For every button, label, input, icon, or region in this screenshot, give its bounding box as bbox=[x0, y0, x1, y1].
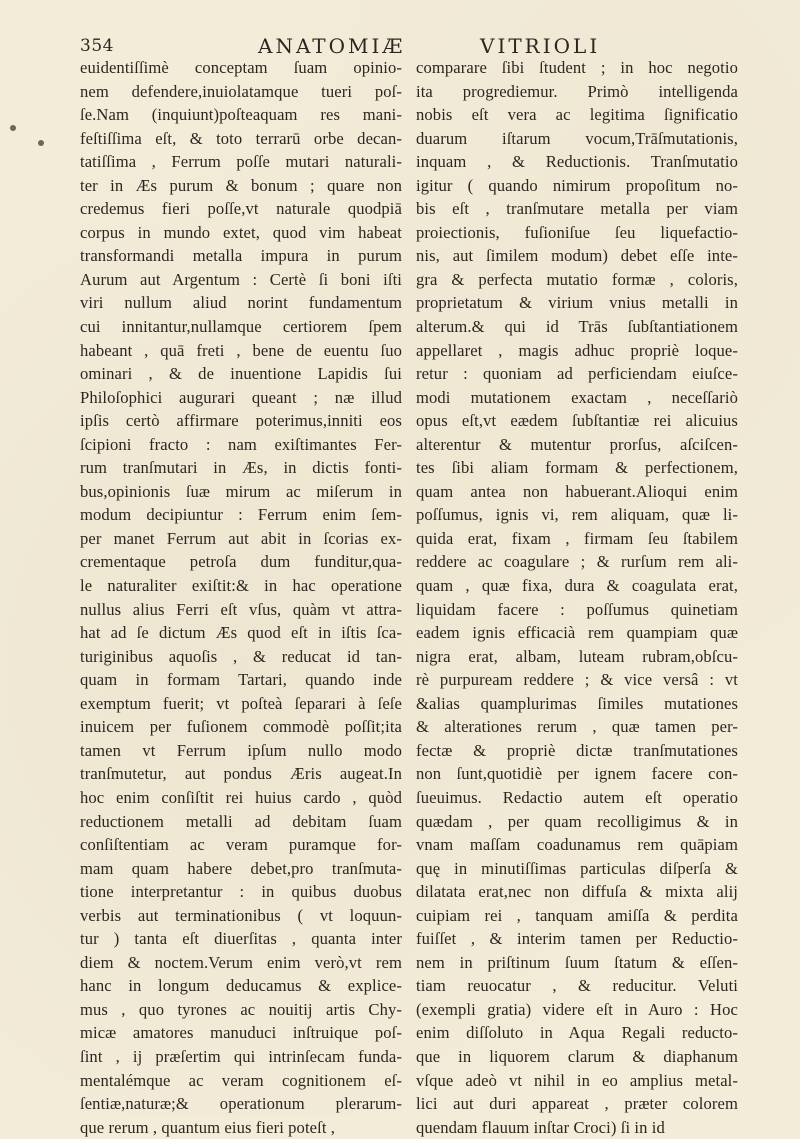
text-line: fuiſſet , & interim tamen per Reductio- bbox=[416, 929, 738, 949]
text-column-right bbox=[416, 56, 738, 1139]
text-line: hoc enim conſiſtit rei huius cardo , quòd bbox=[80, 787, 402, 807]
text-line: nullus alius Ferri eſt vſus, quàm vt attra- bbox=[80, 599, 402, 619]
text-line: mus , quo tyrones ac nouitij artis Chy- bbox=[80, 999, 402, 1019]
text-line: & alterationes rerum , quæ tamen per- bbox=[416, 717, 738, 737]
text-line: comparare ſibi ſtudent ; in hoc negotio bbox=[416, 58, 738, 77]
text-line: turiginibus aquoſis , & reducat id tan- bbox=[80, 646, 402, 666]
text-line: tiam reuocatur , & reducitur. Veluti bbox=[416, 976, 738, 996]
text-line: reddere ac coagulare ; & rurſum rem ali- bbox=[416, 552, 738, 572]
text-line: appellaret , magis adhuc propriè loque- bbox=[416, 340, 738, 360]
text-line: vnam maſſam coadunamus rem quāpiam bbox=[416, 835, 738, 855]
text-line: rè purpuream reddere ; & vice versâ : vt bbox=[416, 670, 738, 690]
text-line: inquam , & Reductionis. Tranſmutatio bbox=[416, 152, 738, 172]
text-line: per manet Ferrum aut abit in ſcorias ex- bbox=[80, 528, 402, 548]
text-line: inuicem per fuſionem commodè poſſit;ita bbox=[80, 717, 402, 737]
text-line: hat ad ſe dictum Æs quod eſt in iſtis ſca- bbox=[80, 623, 402, 643]
text-line: ſint , ij præſertim qui intrinſecam funda- bbox=[80, 1046, 402, 1066]
text-line: feſtiſſima eſt, & toto terrarū orbe decan- bbox=[80, 128, 402, 148]
text-line: corpus in mundo extet, quod vim habeat bbox=[80, 222, 402, 242]
text-line: quendam flauum inſtar Croci) ſi in id bbox=[416, 1117, 665, 1137]
text-line: tamen vt Ferrum ipſum nullo modo bbox=[80, 740, 402, 760]
text-line: ſueuimus. Redactio autem eſt operatio bbox=[416, 787, 738, 807]
text-line: micæ amatores manuduci inſtruique poſ- bbox=[80, 1023, 402, 1043]
text-line: nis, aut ſimilem modum) debet eſſe inte- bbox=[416, 246, 738, 266]
text-line: cui innitantur,nullamque certiorem ſpem bbox=[80, 317, 402, 337]
text-line: lici aut duri appareat , præter colorem bbox=[416, 1094, 738, 1114]
text-line: ſentiæ,naturæ;& operationum plerarum- bbox=[80, 1094, 402, 1114]
text-line: tur ) tanta eſt diuerſitas , quanta inter bbox=[80, 929, 402, 949]
text-line: credemus fieri poſſe,vt naturale quodpiā bbox=[80, 199, 402, 219]
text-line: diem & noctem.Verum enim verò,vt rem bbox=[80, 952, 402, 972]
text-line: non ſunt,quotidiè per ignem facere con- bbox=[416, 764, 738, 784]
text-line: bis eſt , tranſmutare metalla per viam bbox=[416, 199, 738, 219]
text-line: hanc in longum deducamus & explice- bbox=[80, 976, 402, 996]
text-line: mam quam habere debet,pro tranſmuta- bbox=[80, 858, 402, 878]
text-line: ter in Æs purum & bonum ; quare non bbox=[80, 175, 402, 195]
text-line: alterentur & mutentur prorſus, aſciſcen- bbox=[416, 434, 738, 454]
text-line: tatiſſima , Ferrum poſſe mutari naturali- bbox=[80, 152, 402, 172]
text-line: nem in priſtinum ſuum ſtatum & eſſen- bbox=[416, 952, 738, 972]
text-line: mentalémque ac veram cognitionem eſ- bbox=[80, 1070, 402, 1090]
text-line: opus eſt,vt eædem ſubſtantiæ rei alicuius bbox=[416, 411, 738, 431]
text-line: gra & perfecta mutatio formæ , coloris, bbox=[416, 269, 738, 289]
text-line: cuipiam rei , tanquam amiſſa & perdita bbox=[416, 905, 738, 925]
text-line: Aurum aut Argentum : Certè ſi boni iſti bbox=[80, 269, 402, 289]
text-line: exemptum fuerit; vt poſteà ſeparari à ſeſe bbox=[80, 693, 402, 713]
text-line: retur : quoniam ad perficiendam eiuſce- bbox=[416, 364, 738, 384]
text-line: quida erat, fixam , firmam ſeu ſtabilem bbox=[416, 528, 738, 548]
text-line: fectæ & propriè dictæ tranſmutationes bbox=[416, 740, 738, 760]
text-line: viri nullum aliud norint fundamentum bbox=[80, 293, 402, 313]
text-line: ita progrediemur. Primò intelligenda bbox=[416, 81, 738, 101]
text-line: poſſumus, ignis vi, rem aliquam, quæ li- bbox=[416, 505, 738, 525]
text-line: proprietatum & virium vnius metalli in bbox=[416, 293, 738, 313]
text-line: vſque adeò vt nihil in eo amplius metal- bbox=[416, 1070, 738, 1090]
text-line: igitur ( quando nimirum propoſitum no- bbox=[416, 175, 738, 195]
text-line: quam antea non habuerant.Alioqui enim bbox=[416, 481, 738, 501]
text-line: modi mutationem exactam , neceſſariò bbox=[416, 387, 738, 407]
text-line: reductionem metalli ad debitam ſuam bbox=[80, 811, 402, 831]
text-column-left bbox=[80, 56, 402, 1139]
text-line: ſcipioni fracto : nam exiſtimantes Fer- bbox=[80, 434, 402, 454]
page-number: 354 bbox=[80, 36, 114, 56]
text-line: bus,opinionis ſuæ mirum ac miſerum in bbox=[80, 481, 402, 501]
running-title-left: ANATOMIÆ bbox=[258, 34, 406, 58]
text-line: alterum.& qui id Trās ſubſtantiationem bbox=[416, 317, 738, 337]
text-line: dilatata erat,nec non diffuſa & mixta alij bbox=[416, 882, 738, 902]
text-line: &alias quamplurimas ſimiles mutationes bbox=[416, 693, 738, 713]
text-line: ipſis certò affirmare poterimus,inniti eos bbox=[80, 411, 402, 431]
margin-mark bbox=[10, 125, 16, 131]
text-line: nem defendere,inuiolatamque tueri poſ- bbox=[80, 81, 402, 101]
text-line: Philoſophici augurari queant ; næ illud bbox=[80, 387, 402, 407]
margin-mark bbox=[38, 140, 44, 146]
text-line: habeant , quā freti , bene de euentu ſuo bbox=[80, 340, 402, 360]
text-line: rum tranſmutari in Æs, in dictis fonti- bbox=[80, 458, 402, 478]
text-line: le naturaliter exiſtit:& in hac operatione bbox=[80, 576, 402, 596]
text-line: eadem ignis efficacià rem quampiam quæ bbox=[416, 623, 738, 643]
text-line: ſe.Nam (inquiunt)poſteaquam res mani- bbox=[80, 105, 402, 125]
text-line: que rerum , quantum eius fieri poteſt , bbox=[80, 1117, 336, 1137]
text-line: tranſmutetur, aut pondus Æris augeat.In bbox=[80, 764, 402, 784]
text-line: que in liquorem clarum & diaphanum bbox=[416, 1046, 738, 1066]
text-line: conſiſtentiam ac veram puramque for- bbox=[80, 835, 402, 855]
running-title-right: VITRIOLI bbox=[480, 34, 601, 58]
text-line: duarum iſtarum vocum,Trāſmutationis, bbox=[416, 128, 738, 148]
text-line: quædam , per quam recolligimus & in bbox=[416, 811, 738, 831]
text-line: verbis aut terminationibus ( vt loquun- bbox=[80, 905, 402, 925]
text-line: (exempli gratia) videre eſt in Auro : Hoc bbox=[416, 999, 738, 1019]
text-line: tes ſibi aliam formam & perfectionem, bbox=[416, 458, 738, 478]
text-line: euidentiſſimè conceptam ſuam opinio- bbox=[80, 58, 402, 77]
text-line: quam in formam Tartari, quando inde bbox=[80, 670, 402, 690]
text-line: proiectionis, fuſioniſue ſeu liquefactio- bbox=[416, 222, 738, 242]
text-line: tione interpretantur : in quibus duobus bbox=[80, 882, 402, 902]
text-line: quam , quæ fixa, dura & coagulata erat, bbox=[416, 576, 738, 596]
text-line: quę in minutiſſimas particulas diſperſa & bbox=[416, 858, 738, 878]
text-line: enim diſſoluto in Aqua Regali reducto- bbox=[416, 1023, 738, 1043]
text-line: modum decipiuntur : Ferrum enim ſem- bbox=[80, 505, 402, 525]
text-line: liquidam facere : poſſumus quinetiam bbox=[416, 599, 738, 619]
text-line: nigra erat, albam, luteam rubram,obſcu- bbox=[416, 646, 738, 666]
text-line: ominari , & de inuentione Lapidis ſui bbox=[80, 364, 402, 384]
text-line: transformandi metalla impura in purum bbox=[80, 246, 402, 266]
text-line: crementaque petroſa dum funditur,qua- bbox=[80, 552, 402, 572]
text-line: nobis eſt vera ac legitima ſignificatio bbox=[416, 105, 738, 125]
